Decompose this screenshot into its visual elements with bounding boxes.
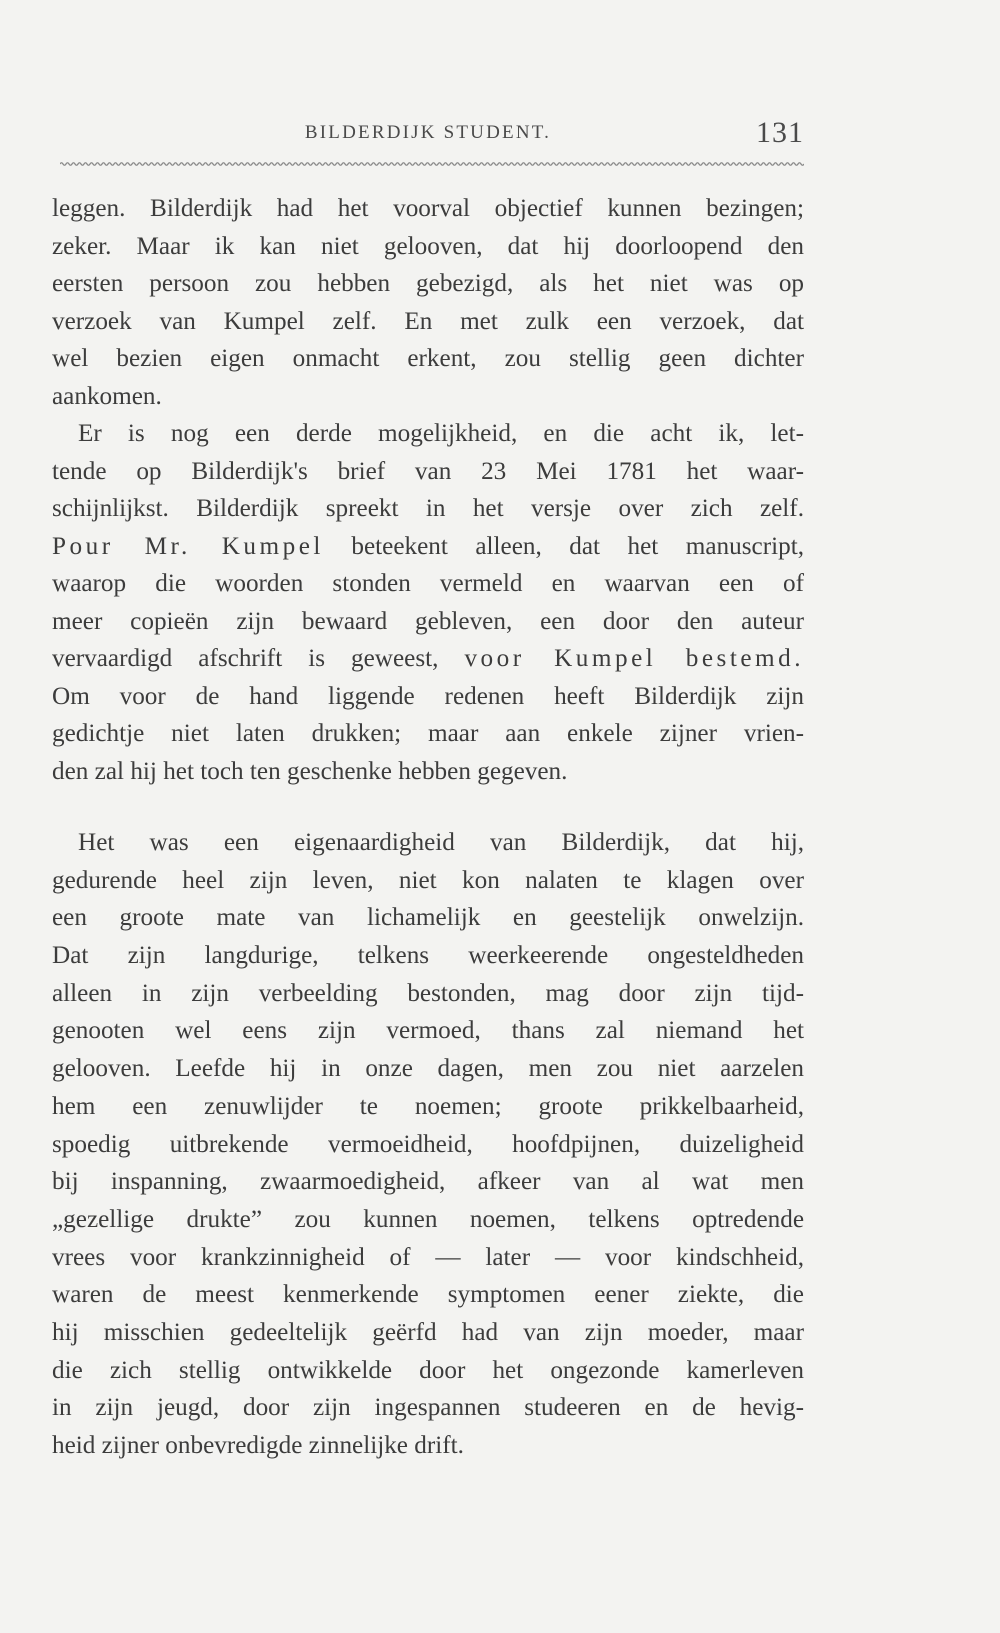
text-line: Dat zijn langdurige, telkens weerkeerende ongesteldheden: [52, 942, 804, 970]
text-line: leggen. Bilderdijk had het voorval objectief kunnen bezingen;: [52, 195, 804, 222]
text-line: wel bezien eigen onmacht erkent, zou stellig geen dichter: [52, 345, 804, 372]
text-line: meer copieën zijn bewaard gebleven, een door den auteur: [52, 607, 804, 635]
text-line: eersten persoon zou hebben gebezigd, als het niet was op: [52, 270, 804, 297]
text-line: hij misschien gedeeltelijk geërfd had van zijn moeder, maar: [52, 1318, 804, 1346]
emphasized-text: voor Kumpel bestemd.: [464, 645, 804, 672]
text-line: gedurende heel zijn leven, niet kon nalaten te klagen over: [52, 866, 804, 894]
text-line: schijnlijkst. Bilderdijk spreekt in het versje over zich zelf.: [52, 495, 804, 522]
text-line: Er is nog een derde mogelijkheid, en die acht ik, let-: [78, 420, 804, 447]
text-line: genooten wel eens zijn vermoed, thans zal niemand het: [52, 1017, 804, 1045]
text-line: hem een zenuwlijder te noemen; groote prikkelbaarheid,: [52, 1092, 804, 1120]
text-line: zeker. Maar ik kan niet gelooven, dat hij doorloopend den: [52, 232, 804, 260]
text-fragment: beteekent alleen, dat het manuscript,: [323, 532, 804, 560]
text-line: waarop die woorden stonden vermeld en waarvan een of: [52, 570, 804, 597]
text-line: die zich stellig ontwikkelde door het ongezonde kamerleven: [52, 1356, 804, 1384]
text-line: gedichtje niet laten drukken; maar aan enkele zijner vrien-: [52, 720, 804, 747]
text-line: [52, 528, 804, 566]
emphasized-text: Pour Mr. Kumpel: [52, 532, 324, 560]
text-line: gelooven. Leefde hij in onze dagen, men zou niet aarzelen: [52, 1055, 804, 1083]
header-wavy-rule: [60, 160, 804, 168]
text-line: den zal hij het toch ten geschenke hebben gegeven.: [52, 757, 568, 785]
text-line: Het was een eigenaardigheid van Bilderdijk, dat hij,: [78, 829, 804, 856]
text-line: bij inspanning, zwaarmoedigheid, afkeer van al wat men: [52, 1168, 804, 1196]
text-line: in zijn jeugd, door zijn ingespannen studeeren en de hevig-: [52, 1394, 804, 1422]
text-line: een groote mate van lichamelijk en geestelijk onwelzijn.: [52, 904, 804, 932]
paragraph-2: [52, 824, 804, 1465]
page-number: 131: [756, 116, 804, 149]
text-line: waren de meest kenmerkende symptomen eener ziekte, die: [52, 1281, 804, 1309]
paragraph-1: [52, 190, 804, 790]
text-fragment: vervaardigd afschrift is geweest,: [52, 645, 465, 672]
text-line: spoedig uitbrekende vermoeidheid, hoofdpijnen, duizeligheid: [52, 1130, 804, 1158]
text-line: tende op Bilderdijk's brief van 23 Mei 1781 het waar-: [52, 457, 804, 485]
text-line: heid zijner onbevredigde zinnelijke drift.: [52, 1432, 464, 1459]
text-line: alleen in zijn verbeelding bestonden, mag door zijn tijd-: [52, 979, 804, 1007]
text-line: Om voor de hand liggende redenen heeft Bilderdijk zijn: [52, 682, 804, 710]
text-line: vrees voor krankzinnigheid of — later — voor kindschheid,: [52, 1243, 804, 1271]
page-header: [52, 116, 804, 156]
text-line: [52, 640, 804, 678]
text-line: „gezellige drukte” zou kunnen noemen, telkens optredende: [52, 1205, 804, 1233]
text-line: aankomen.: [52, 382, 162, 410]
text-line: verzoek van Kumpel zelf. En met zulk een verzoek, dat: [52, 307, 804, 335]
running-title: BILDERDIJK STUDENT.: [304, 122, 552, 143]
